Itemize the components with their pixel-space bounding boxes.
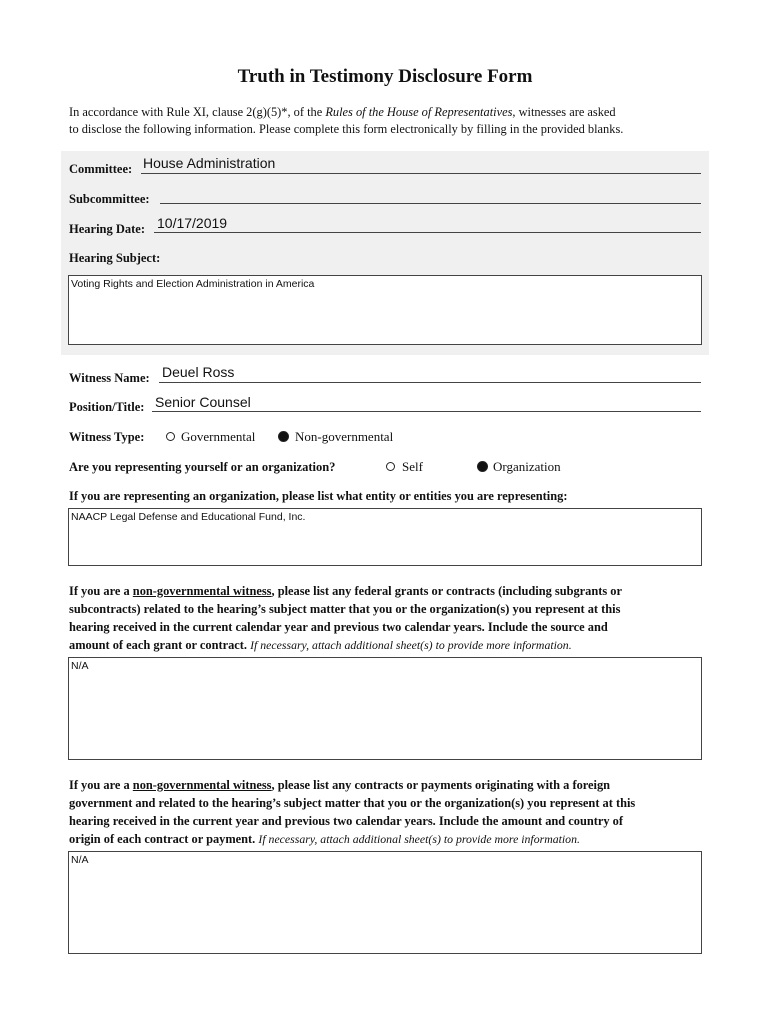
- option-non-governmental: Non-governmental: [295, 429, 394, 444]
- committee-field[interactable]: House Administration: [143, 155, 276, 171]
- radio-self[interactable]: [386, 462, 395, 471]
- option-governmental: Governmental: [181, 429, 256, 444]
- organization-question: If you are representing an organization, please list what entity or entities you are representing:: [69, 489, 568, 503]
- committee-underline: [141, 173, 701, 174]
- intro-line-2: to disclose the following information. Please complete this form electronically by filling in the provided blanks.: [69, 122, 624, 136]
- option-organization: Organization: [493, 459, 561, 474]
- grants-emphasis: non-governmental witness: [132, 584, 272, 598]
- grants-text: If you are a: [69, 584, 133, 598]
- representing-label: Are you representing yourself or an organization?: [69, 460, 336, 474]
- radio-non-governmental[interactable]: [278, 431, 289, 442]
- foreign-question-line-2: government and related to the hearing’s subject matter that you or the organization(s) you represent at this: [69, 796, 636, 810]
- witness-type-label: Witness Type:: [69, 430, 145, 444]
- intro-line-1: [69, 105, 616, 120]
- witness-name-label: Witness Name:: [69, 371, 150, 385]
- position-field[interactable]: Senior Counsel: [155, 394, 251, 410]
- witness-name-underline: [159, 382, 701, 383]
- hearing-date-field[interactable]: 10/17/2019: [157, 215, 228, 231]
- option-self: Self: [402, 459, 423, 474]
- foreign-question-line-4: [69, 832, 580, 847]
- hearing-date-label: Hearing Date:: [69, 222, 146, 236]
- grants-note: If necessary, attach additional sheet(s) to provide more information.: [250, 638, 572, 652]
- organization-field[interactable]: NAACP Legal Defense and Educational Fund, Inc.: [68, 508, 702, 566]
- committee-label: Committee:: [69, 162, 133, 176]
- foreign-text: If you are a: [69, 778, 133, 792]
- foreign-emphasis: non-governmental witness: [132, 778, 272, 792]
- radio-organization[interactable]: [477, 461, 488, 472]
- hearing-subject-field[interactable]: Voting Rights and Election Administration in America: [68, 275, 702, 345]
- grants-question-line-1: [69, 584, 622, 599]
- hearing-date-underline: [154, 232, 701, 233]
- foreign-field[interactable]: N/A: [68, 851, 702, 954]
- grants-question-line-4: [69, 638, 572, 653]
- intro-rules-title: Rules of the House of Representatives: [325, 105, 513, 119]
- form-title: Truth in Testimony Disclosure Form: [237, 66, 533, 87]
- grants-field[interactable]: N/A: [68, 657, 702, 760]
- intro-text: In accordance with Rule XI, clause 2(g)(5)*, of the: [69, 105, 326, 119]
- position-label: Position/Title:: [69, 400, 145, 414]
- foreign-text: origin of each contract or payment.: [69, 832, 259, 846]
- foreign-question-line-3: hearing received in the current year and previous two calendar years. Include the amount and country of: [69, 814, 624, 828]
- foreign-note: If necessary, attach additional sheet(s) to provide more information.: [258, 832, 580, 846]
- hearing-subject-label: Hearing Subject:: [69, 251, 161, 265]
- grants-question-line-2: subcontracts) related to the hearing’s subject matter that you or the organization(s) you represent at this: [69, 602, 621, 616]
- grants-text: amount of each grant or contract.: [69, 638, 251, 652]
- radio-governmental[interactable]: [166, 432, 175, 441]
- witness-name-field[interactable]: Deuel Ross: [162, 364, 235, 380]
- grants-text: , please list any federal grants or contracts (including subgrants or: [271, 584, 623, 598]
- subcommittee-underline: [160, 203, 701, 204]
- subcommittee-label: Subcommittee:: [69, 192, 150, 206]
- grants-question-line-3: hearing received in the current calendar year and previous two calendar years. Include the source and: [69, 620, 608, 634]
- intro-text: , witnesses are asked: [512, 105, 616, 119]
- foreign-text: , please list any contracts or payments originating with a foreign: [271, 778, 611, 792]
- foreign-question-line-1: [69, 778, 610, 793]
- position-underline: [152, 411, 701, 412]
